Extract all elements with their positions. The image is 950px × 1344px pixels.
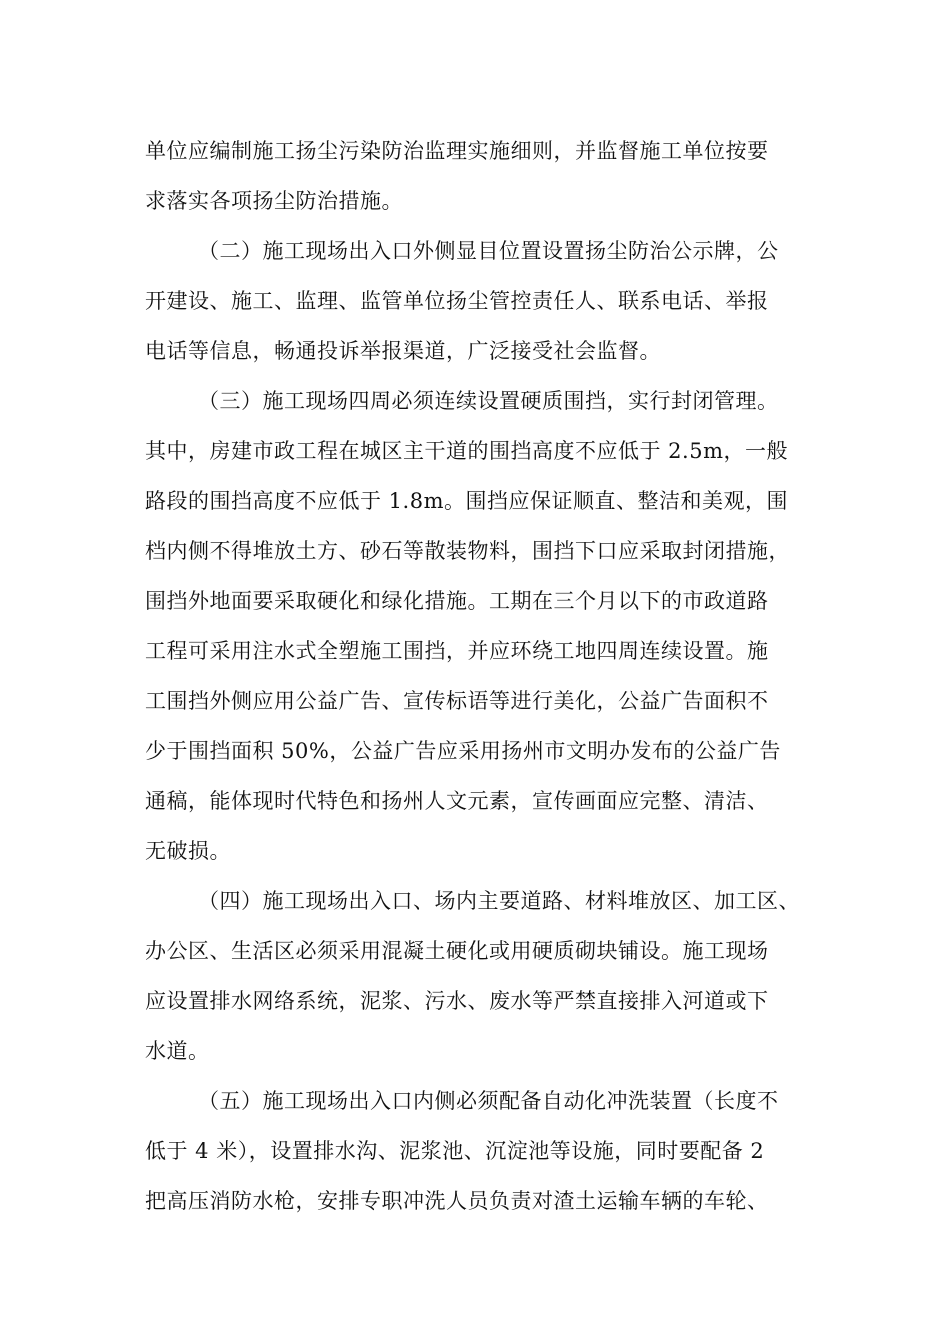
text-line: 单位应编制施工扬尘污染防治监理实施细则，并监督施工单位按要 [145,139,769,163]
text-line: 其中，房建市政工程在城区主干道的围挡高度不应低于 2.5m，一般 [145,439,788,463]
text-line: 通稿，能体现时代特色和扬州人文元素，宣传画面应完整、清洁、 [145,789,769,813]
text-line: 电话等信息，畅通投诉举报渠道，广泛接受社会监督。 [145,339,661,363]
text-line: 工围挡外侧应用公益广告、宣传标语等进行美化，公益广告面积不 [145,689,769,713]
text-line: 档内侧不得堆放土方、砂石等散装物料，围挡下口应采取封闭措施， [145,539,790,563]
paragraph-3-start: （三）施工现场四周必须连续设置硬质围挡，实行封闭管理。 [198,389,779,413]
text-line: 应设置排水网络系统，泥浆、污水、废水等严禁直接排入河道或下 [145,989,769,1013]
text-line: 开建设、施工、监理、监管单位扬尘管控责任人、联系电话、举报 [145,289,769,313]
text-line: 路段的围挡高度不应低于 1.8m。围挡应保证顺直、整洁和美观，围 [145,489,788,513]
text-line: 工程可采用注水式全塑施工围挡，并应环绕工地四周连续设置。施 [145,639,769,663]
text-line: 把高压消防水枪，安排专职冲洗人员负责对渣土运输车辆的车轮、 [145,1189,769,1213]
paragraph-2-start: （二）施工现场出入口外侧显目位置设置扬尘防治公示牌，公 [198,239,779,263]
paragraph-5-start: （五）施工现场出入口内侧必须配备自动化冲洗装置（长度不 [198,1089,779,1113]
text-line: 水道。 [145,1039,210,1063]
text-line: 无破损。 [145,839,231,863]
paragraph-4-start: （四）施工现场出入口、场内主要道路、材料堆放区、加工区、 [198,889,800,913]
text-line: 求落实各项扬尘防治措施。 [145,189,403,213]
text-line: 围挡外地面要采取硬化和绿化措施。工期在三个月以下的市政道路 [145,589,769,613]
text-line: 低于 4 米），设置排水沟、泥浆池、沉淀池等设施，同时要配备 2 [145,1139,765,1163]
text-line: 办公区、生活区必须采用混凝土硬化或用硬质砌块铺设。施工现场 [145,939,769,963]
text-line: 少于围挡面积 50%，公益广告应采用扬州市文明办发布的公益广告 [145,739,781,763]
